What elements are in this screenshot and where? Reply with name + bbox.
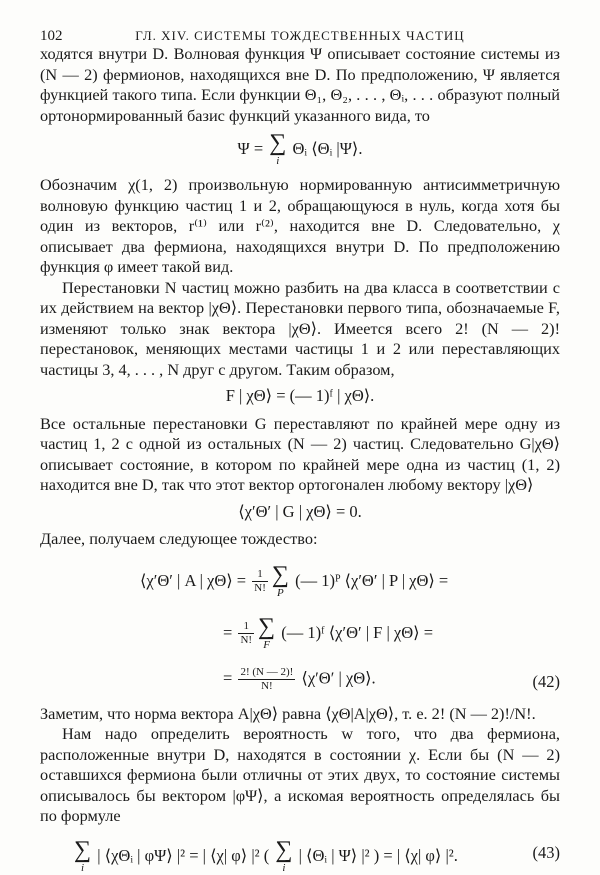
paragraph-5: Далее, получаем следующее тождество: <box>40 529 318 548</box>
eq42-row-2: = $\frac{1}{N!}$ ∑ F (— 1)ᶠ ⟨χ′Θ′ | F | χΘ⟩ = <box>223 613 433 651</box>
equation-43-block <box>40 835 560 875</box>
equation-number-42: (42) <box>532 671 560 691</box>
eq42-fraction-1: $\frac{1}{N!}$ <box>254 568 266 594</box>
equation-g-orthogonal: ⟨χ′Θ′ | G | χΘ⟩ = 0. <box>238 501 362 521</box>
eq43-sum-2: ∑ i <box>275 836 293 874</box>
paragraph-4: Все остальные перестановки G переставляют по крайней мере одну из частиц 1, 2 с одной из остальных (N — 2) частиц. Следовательно G|χΘ⟩ описывает состояние, в котором по крайней мере одна из частиц (1, 2) находится вне D, так что этот вектор ортогонален любому вектору |χΘ⟩ <box>40 413 560 494</box>
eq42-fraction-3: $\frac{2! (N — 2)!}{N!}$ <box>240 665 294 692</box>
equation-number-43: (43) <box>532 842 560 862</box>
running-title: ГЛ. XIV. СИСТЕМЫ ТОЖДЕСТВЕННЫХ ЧАСТИЦ <box>135 28 465 43</box>
eq1-lhs: Ψ = <box>237 138 268 158</box>
paragraph-7: Нам надо определить вероятность w того, что два фермиона, расположенные внутри D, находятся в состоянии χ. Если бы (N — 2) оставшихся фермиона были отличны от этих двух, то состояние системы описывалось бы вектором |φΨ⟩, а искомая вероятность определялась бы по формуле <box>40 724 560 825</box>
page-body <box>40 44 560 875</box>
eq42-sum-f: ∑ F <box>258 613 276 651</box>
equation-psi-expansion <box>40 132 560 168</box>
paragraph-1: ходятся внутри D. Волновая функция Ψ описывает состояние системы из (N — 2) фермионов, находящихся вне D. По предположению, Ψ является функцией такого типа. Если функции Θ₁, Θ₂, . . . , Θᵢ, . . . образуют полный ортонормированный базис функций указанного вида, то <box>40 44 560 125</box>
page-header <box>40 18 560 44</box>
eq43-sum-1: ∑ i <box>74 836 92 874</box>
paragraph-6: Заметим, что норма вектора A|χΘ⟩ равна ⟨χΘ|A|χΘ⟩, т. е. 2! (N — 2)!/N!. <box>40 703 536 723</box>
page-number: 102 <box>40 28 63 44</box>
paragraph-2: Обозначим χ(1, 2) произвольную нормированную антисимметричную волновую функцию частиц 1 и 2, обращающуюся в нуль, когда хотя бы один из векторов, r⁽¹⁾ или r⁽²⁾, находится вне D. Следовательно, χ описывает два фермиона, находящихся внутри D. По предположению функция φ имеет такой вид. <box>40 175 560 276</box>
equation-f-permutation: F | χΘ⟩ = (— 1)ᶠ | χΘ⟩. <box>225 386 375 405</box>
eq42-fraction-2: $\frac{1}{N!}$ <box>240 620 253 646</box>
paragraph-3: Перестановки N частиц можно разбить на два класса в соответствии с их действием на вектор |χΘ⟩. Перестановки первого типа, обозначаемые F, изменяют только знак вектора |χΘ⟩. Имеется всего 2! (N — 2)! перестановок, меняющих местами частицы 1 и 2 или переставляющих частицы 3, 4, . . . , N друг с другом. Таким образом, <box>40 277 560 379</box>
eq1-sum-symbol: ∑ i <box>269 130 287 167</box>
eq42-row-1: ⟨χ′Θ′ | A | χΘ⟩ = $\frac{1}{N!}$ ∑ P (— 1)ᴾ ⟨χ′Θ′ | P | χΘ⟩ = <box>140 561 449 599</box>
eq42-row-3: = $\frac{2! (N — 2)!}{N!}$ ⟨χ′Θ′ | χΘ⟩. <box>223 665 376 692</box>
eq42-sum-p: ∑ P <box>271 561 289 599</box>
eq43-row: ∑ i | ⟨χΘᵢ | φΨ⟩ |² = | ⟨χ| φ⟩ |² ( ∑ i | ⟨Θᵢ | Ψ⟩ |² ) = | ⟨χ| φ⟩ |². <box>74 836 458 874</box>
eq1-rhs: Θᵢ ⟨Θᵢ |Ψ⟩. <box>288 138 363 158</box>
equation-42-block <box>40 558 560 698</box>
